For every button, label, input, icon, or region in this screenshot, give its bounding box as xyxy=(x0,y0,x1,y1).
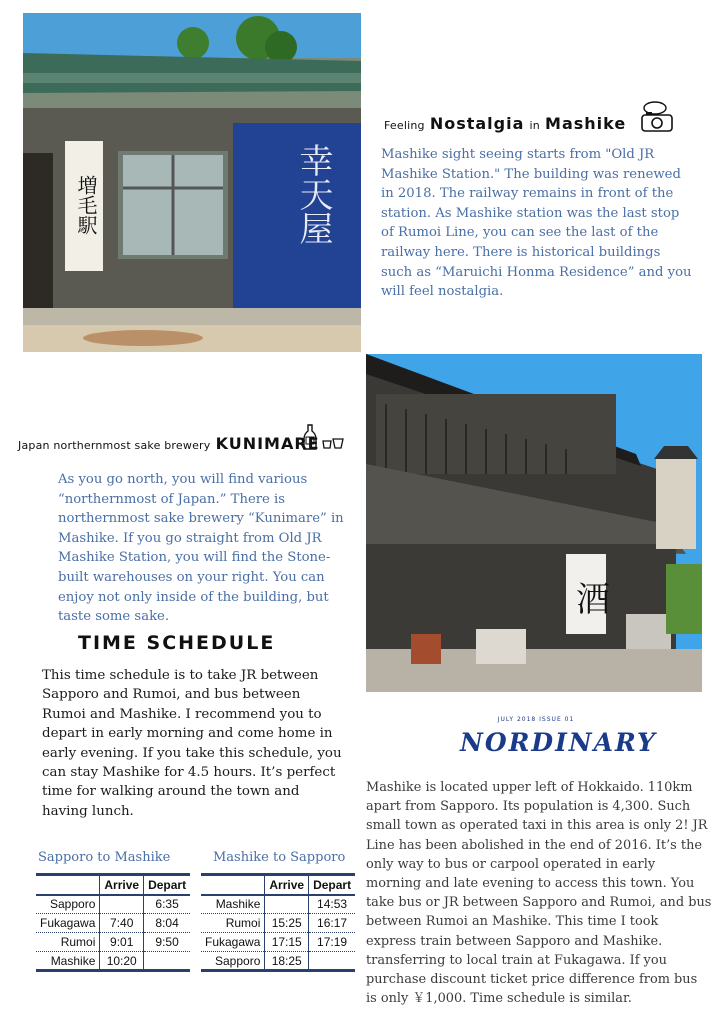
arrive-cell xyxy=(100,895,144,914)
station-cell: Fukagawa xyxy=(201,933,265,952)
depart-cell: 6:35 xyxy=(144,895,191,914)
sake-banner-text: 酒 xyxy=(576,580,610,620)
depart-cell: 16:17 xyxy=(309,914,356,933)
station-cell: Fukagawa xyxy=(36,914,100,933)
station-cell: Mashike xyxy=(36,952,100,971)
table-header-cell: Arrive xyxy=(265,875,309,895)
table-header-cell: Depart xyxy=(144,875,191,895)
table-row xyxy=(36,952,190,971)
magazine-logo: NORDINARY xyxy=(460,728,657,757)
station-cell: Mashike xyxy=(201,895,265,914)
curtain-text: 幸天屋 xyxy=(293,143,333,245)
timetable-sapporo-to-mashike xyxy=(36,873,190,972)
table-row xyxy=(36,933,190,952)
kunimare-paragraph: As you go north, you will find various “northernmost of Japan.” There is northernmost sake brewery “Kunimare” in Mashike. If you go straight from Old JR Mashike Station, you will find the Stone-built warehouses on your right. You can enjoy not only inside of the building, but taste some sake. xyxy=(58,472,344,625)
station-sign: 増毛駅 xyxy=(74,175,98,235)
table2-caption: Mashike to Sapporo xyxy=(213,850,346,865)
table-row xyxy=(36,914,190,933)
arrive-cell xyxy=(265,895,309,914)
station-photo xyxy=(23,13,361,352)
brewery-photo xyxy=(366,354,702,692)
nostalgia-heading: Feeling Nostalgia in Mashike xyxy=(384,114,627,133)
station-cell: Rumoi xyxy=(201,914,265,933)
station-cell: Rumoi xyxy=(36,933,100,952)
table-header-cell: Arrive xyxy=(100,875,144,895)
depart-cell xyxy=(144,952,191,971)
arrive-cell: 7:40 xyxy=(100,914,144,933)
depart-cell: 14:53 xyxy=(309,895,356,914)
station-cell: Sapporo xyxy=(36,895,100,914)
sake-bottle-icon xyxy=(301,423,347,451)
table-header-row xyxy=(36,875,190,895)
table-row xyxy=(201,952,355,971)
mashike-info-paragraph: Mashike is located upper left of Hokkaido. 110km apart from Sapporo. Its population is 4,300. Such small town as operated taxi in this area is only 2! JR Line has been abolished in the end of 2016. It’s the only way to bus or carpool operated in early morning and late evening to access this town. You take bus or JR between Sapporo and Rumoi, and bus between Rumoi an Mashike. This time I took express train between Sapporo and Mashike. transferring to local train at Fukagawa. If you purchase discount ticket price difference from bus is only ￥1,000. Time schedule is similar. xyxy=(366,780,712,1007)
arrive-cell: 9:01 xyxy=(100,933,144,952)
timetable-mashike-to-sapporo xyxy=(201,873,355,972)
table-header-cell xyxy=(36,875,100,895)
nostalgia-paragraph: Mashike sight seeing starts from "Old JR Mashike Station." The building was renewed in 2018. The railway remains in front of the station. As Mashike station was the last stop of Rumoi Line, you can see the last of the railway here. There is historical buildings such as “Maruichi Honma Residence” and you will feel nostalgia. xyxy=(381,147,692,300)
table-header-cell xyxy=(201,875,265,895)
arrive-cell: 17:15 xyxy=(265,933,309,952)
table-row xyxy=(36,895,190,914)
camera-icon xyxy=(637,98,675,136)
depart-cell: 8:04 xyxy=(144,914,191,933)
depart-cell: 9:50 xyxy=(144,933,191,952)
time-schedule-paragraph: This time schedule is to take JR between Sapporo and Rumoi, and bus between Rumoi and Mashike. I recommend you to depart in early morning and come home in early evening. If you take this schedule, you can stay Mashike for 4.5 hours. It’s perfect time for walking around the town and having lunch. xyxy=(42,668,342,819)
depart-cell xyxy=(309,952,356,971)
time-schedule-title: TIME SCHEDULE xyxy=(78,632,276,654)
table1-caption: Sapporo to Mashike xyxy=(38,850,171,865)
arrive-cell: 15:25 xyxy=(265,914,309,933)
depart-cell: 17:19 xyxy=(309,933,356,952)
station-cell: Sapporo xyxy=(201,952,265,971)
arrive-cell: 10:20 xyxy=(100,952,144,971)
table-row xyxy=(201,914,355,933)
issue-line: JULY 2018 ISSUE 01 xyxy=(497,716,575,723)
table-row xyxy=(201,895,355,914)
table-header-cell: Depart xyxy=(309,875,356,895)
table-header-row xyxy=(201,875,355,895)
kunimare-heading: Japan northernmost sake brewery KUNIMARE xyxy=(18,434,320,453)
arrive-cell: 18:25 xyxy=(265,952,309,971)
table-row xyxy=(201,933,355,952)
